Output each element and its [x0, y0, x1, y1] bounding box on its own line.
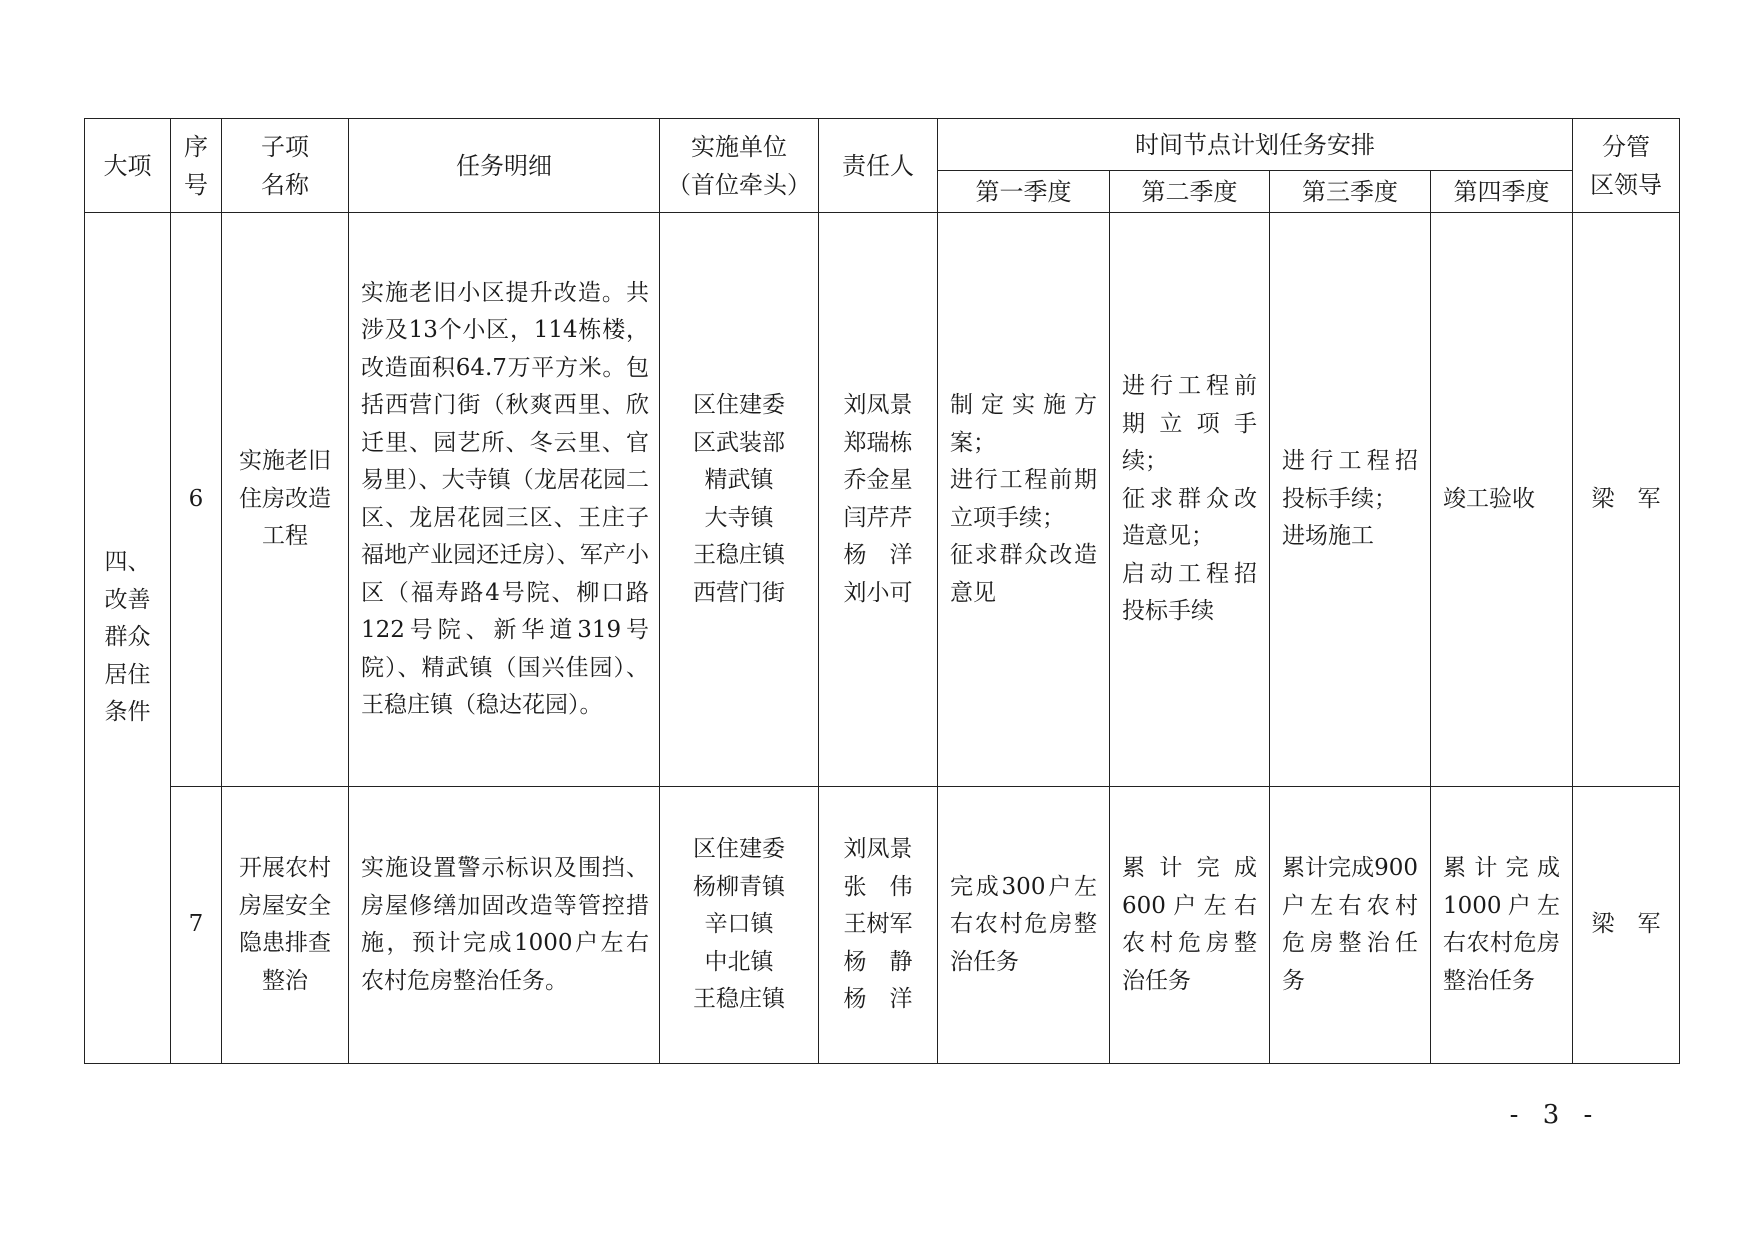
q2-cell: 累计完成600户左右农村危房整治任务 [1110, 787, 1270, 1064]
header-q1: 第一季度 [938, 171, 1110, 213]
q3-cell: 累计完成900户左右农村危房整治任务 [1270, 787, 1431, 1064]
header-subitem: 子项 名称 [222, 119, 349, 213]
header-category: 大项 [85, 119, 171, 213]
header-schedule: 时间节点计划任务安排 [938, 119, 1573, 171]
header-unit: 实施单位 （首位牵头） [660, 119, 819, 213]
header-seq: 序 号 [171, 119, 222, 213]
leader-cell: 梁 军 [1573, 213, 1680, 787]
header-q2: 第二季度 [1110, 171, 1270, 213]
table-row [85, 787, 1680, 1064]
header-leader: 分管 区领导 [1573, 119, 1680, 213]
unit-cell: 区住建委 杨柳青镇 辛口镇 中北镇 王稳庄镇 [660, 787, 819, 1064]
table-row [85, 213, 1680, 787]
category-cell: 四、 改善 群众 居住 条件 [85, 213, 171, 1064]
person-cell: 刘凤景 郑瑞栋 乔金星 闫芹芹 杨 洋 刘小可 [819, 213, 938, 787]
q1-cell: 完成300户左右农村危房整治任务 [938, 787, 1110, 1064]
task-plan-table [84, 118, 1680, 1064]
q3-cell: 进行工程招投标手续； 进场施工 [1270, 213, 1431, 787]
details-cell: 实施设置警示标识及围挡、房屋修缮加固改造等管控措施，预计完成1000户左右农村危房整治任务。 [349, 787, 660, 1064]
q1-cell: 制定实施方案； 进行工程前期立项手续； 征求群众改造意见 [938, 213, 1110, 787]
page-number: - 3 - [1509, 1100, 1601, 1130]
subitem-cell: 开展农村 房屋安全 隐患排查 整治 [222, 787, 349, 1064]
leader-cell: 梁 军 [1573, 787, 1680, 1064]
details-cell: 实施老旧小区提升改造。共涉及13个小区，114栋楼，改造面积64.7万平方米。包括西营门街（秋爽西里、欣迁里、园艺所、冬云里、官易里）、大寺镇（龙居花园二区、龙居花园三区、王庄子福地产业园还迁房）、军产小区（福寿路4号院、柳口路122号院、新华道319号院）、精武镇（国兴佳园）、王稳庄镇（稳达花园）。 [349, 213, 660, 787]
person-cell: 刘凤景 张 伟 王树军 杨 静 杨 洋 [819, 787, 938, 1064]
header-person: 责任人 [819, 119, 938, 213]
unit-cell: 区住建委 区武装部 精武镇 大寺镇 王稳庄镇 西营门街 [660, 213, 819, 787]
header-q4: 第四季度 [1431, 171, 1573, 213]
q2-cell: 进行工程前期立项手续； 征求群众改造意见； 启动工程招投标手续 [1110, 213, 1270, 787]
q4-cell: 累计完成1000户左右农村危房整治任务 [1431, 787, 1573, 1064]
header-row-1 [85, 119, 1680, 171]
subitem-cell: 实施老旧 住房改造 工程 [222, 213, 349, 787]
seq-cell: 6 [171, 213, 222, 787]
header-details: 任务明细 [349, 119, 660, 213]
q4-cell: 竣工验收 [1431, 213, 1573, 787]
header-q3: 第三季度 [1270, 171, 1431, 213]
seq-cell: 7 [171, 787, 222, 1064]
